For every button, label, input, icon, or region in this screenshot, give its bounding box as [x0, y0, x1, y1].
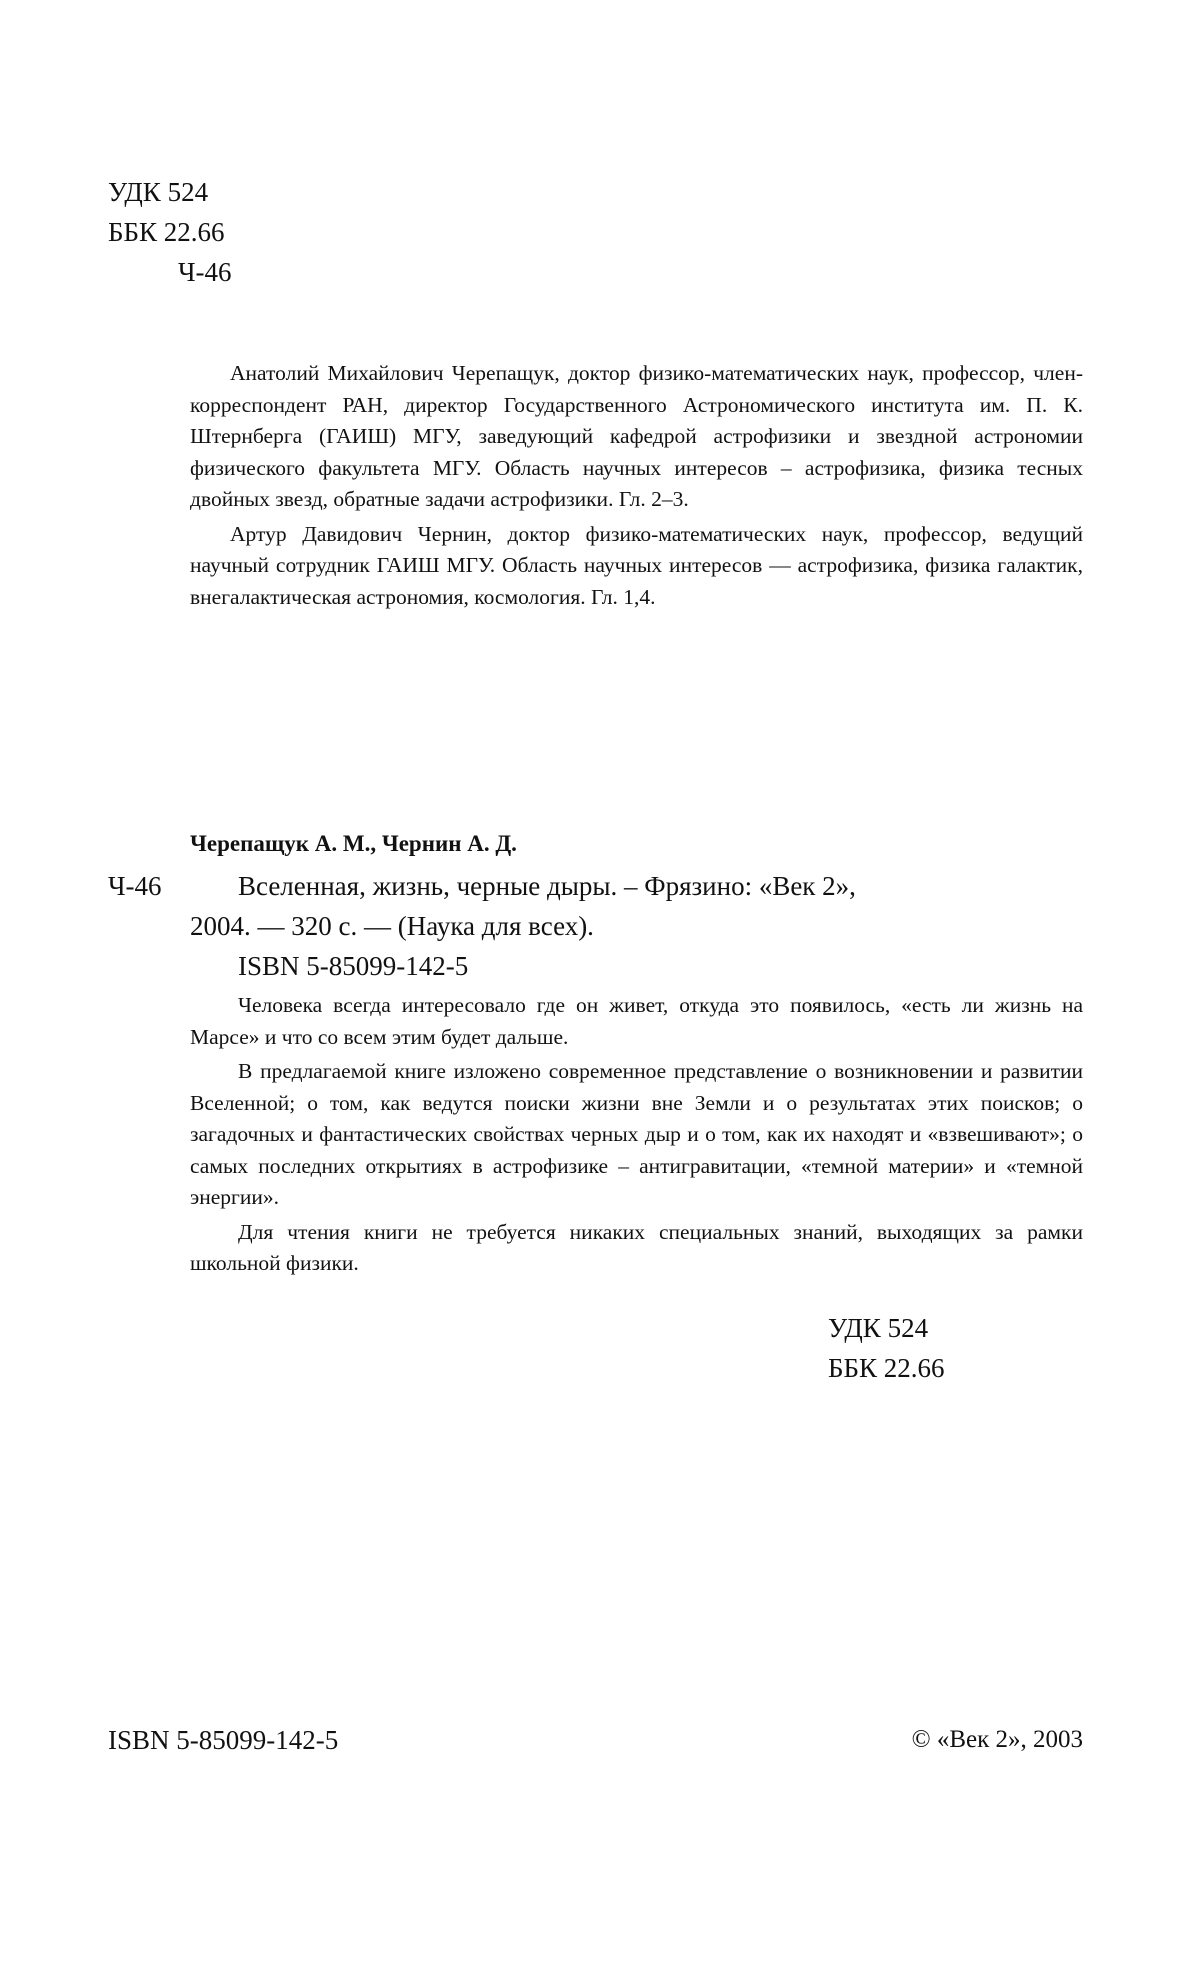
footer-isbn: ISBN 5-85099-142-5: [108, 1725, 339, 1755]
footer-copyright: © «Век 2», 2003: [911, 1726, 1083, 1753]
author-bios: [190, 358, 1083, 613]
catalog-mark: Ч-46: [108, 871, 162, 901]
classification-block-top: [108, 172, 232, 292]
udc-code-bottom: УДК 524: [828, 1313, 929, 1343]
author-mark: Ч-46: [178, 257, 232, 287]
bibliographic-authors: Черепащук А. М., Чернин А. Д.: [190, 831, 517, 856]
annotation-paragraph-1: Человека всегда интересовало где он живет, откуда это появилось, «есть ли жизнь на Марсе» и что со всем этим будет дальше.: [190, 993, 1083, 1049]
bbk-code-bottom: ББК 22.66: [828, 1353, 945, 1383]
bibliographic-title-line-2: 2004. — 320 с. — (Наука для всех).: [190, 911, 594, 941]
annotation-paragraph-3: Для чтения книги не требуется никаких специальных знаний, выходящих за рамки школьной физики.: [190, 1219, 1083, 1275]
bibliographic-isbn: ISBN 5-85099-142-5: [238, 951, 469, 981]
bibliographic-title: [190, 866, 1083, 946]
annotation: [190, 990, 1083, 1280]
author-bio-chernin: Артур Давидович Чернин, доктор физико-математических наук, профессор, ведущий научный сотрудник ГАИШ МГУ. Область научных интересов — астрофизика, физика галактик, внегалактическая астрономия, космология. Гл. 1,4.: [190, 521, 1083, 609]
bbk-code: ББК 22.66: [108, 217, 225, 247]
classification-block-bottom: [828, 1308, 945, 1388]
annotation-paragraph-2: В предлагаемой книге изложено современное представление о возникновении и развитии Вселенной; о том, как ведутся поиски жизни вне Земли и о результатах этих поисков; о загадочных и фантастических свойствах черных дыр и о том, как их находят и «взвешивают»; о самых последних открытиях в астрофизике – антигравитации, «темной материи» и «темной энергии».: [190, 1059, 1083, 1209]
bibliographic-title-line-1: Вселенная, жизнь, черные дыры. – Фрязино: «Век 2»,: [238, 871, 856, 901]
author-bio-cherepashchuk: Анатолий Михайлович Черепащук, доктор физико-математических наук, профессор, член-корреспондент РАН, директор Государственного Астрономического института им. П. К. Штернберга (ГАИШ) МГУ, заведующий кафедрой астрофизики и звездной астрономии физического факультета МГУ. Область научных интересов – астрофизика, физика тесных двойных звезд, обратные задачи астрофизики. Гл. 2–3.: [190, 361, 1083, 511]
udc-code: УДК 524: [108, 177, 209, 207]
